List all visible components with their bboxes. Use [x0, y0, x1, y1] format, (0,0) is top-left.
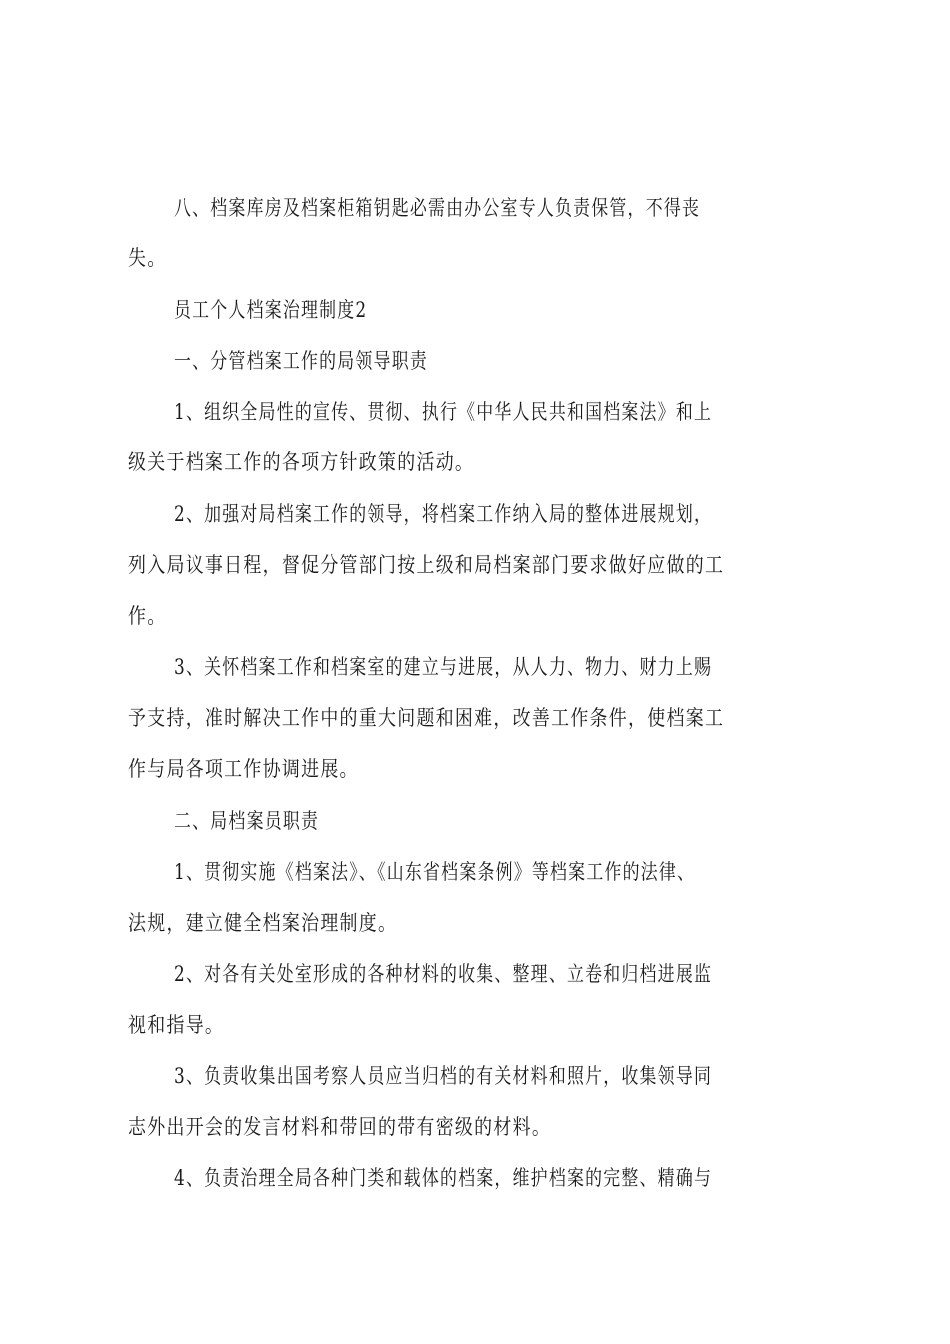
- text-line: 作与局各项工作协调进展。: [128, 757, 359, 781]
- section-heading: 二、局档案员职责: [174, 809, 320, 833]
- text-line: 3、负责收集出国考察人员应当归档的有关材料和照片，收集领导同: [174, 1064, 713, 1088]
- text-line: 作。: [128, 604, 167, 628]
- text-line: 2、对各有关处室形成的各种材料的收集、整理、立卷和归档进展监: [174, 962, 713, 986]
- text-line: 予支持，准时解决工作中的重大问题和困难，改善工作条件，使档案工: [128, 706, 725, 730]
- text-line: 2、加强对局档案工作的领导，将档案工作纳入局的整体进展规划，: [174, 502, 713, 526]
- text-line: 1、组织全局性的宣传、贯彻、执行《中华人民共和国档案法》和上: [174, 400, 713, 424]
- section-heading: 一、分管档案工作的局领导职责: [174, 349, 428, 373]
- text-line: 列入局议事日程，督促分管部门按上级和局档案部门要求做好应做的工: [128, 553, 725, 577]
- text-line: 法规，建立健全档案治理制度。: [128, 911, 398, 935]
- text-line: 3、关怀档案工作和档案室的建立与进展，从人力、物力、财力上赐: [174, 655, 713, 679]
- text-line: 志外出开会的发言材料和带回的带有密级的材料。: [128, 1115, 552, 1139]
- section-title: 员工个人档案治理制度2: [174, 298, 368, 322]
- text-line: 1、贯彻实施《档案法》、《山东省档案条例》等档案工作的法律、: [174, 860, 696, 884]
- text-line: 4、负责治理全局各种门类和载体的档案，维护档案的完整、精确与: [174, 1166, 713, 1190]
- text-line: 失。: [128, 246, 167, 270]
- text-line: 八、档案库房及档案柜箱钥匙必需由办公室专人负责保管，不得丧: [174, 196, 701, 220]
- text-line: 视和指导。: [128, 1013, 225, 1037]
- text-line: 级关于档案工作的各项方针政策的活动。: [128, 450, 475, 474]
